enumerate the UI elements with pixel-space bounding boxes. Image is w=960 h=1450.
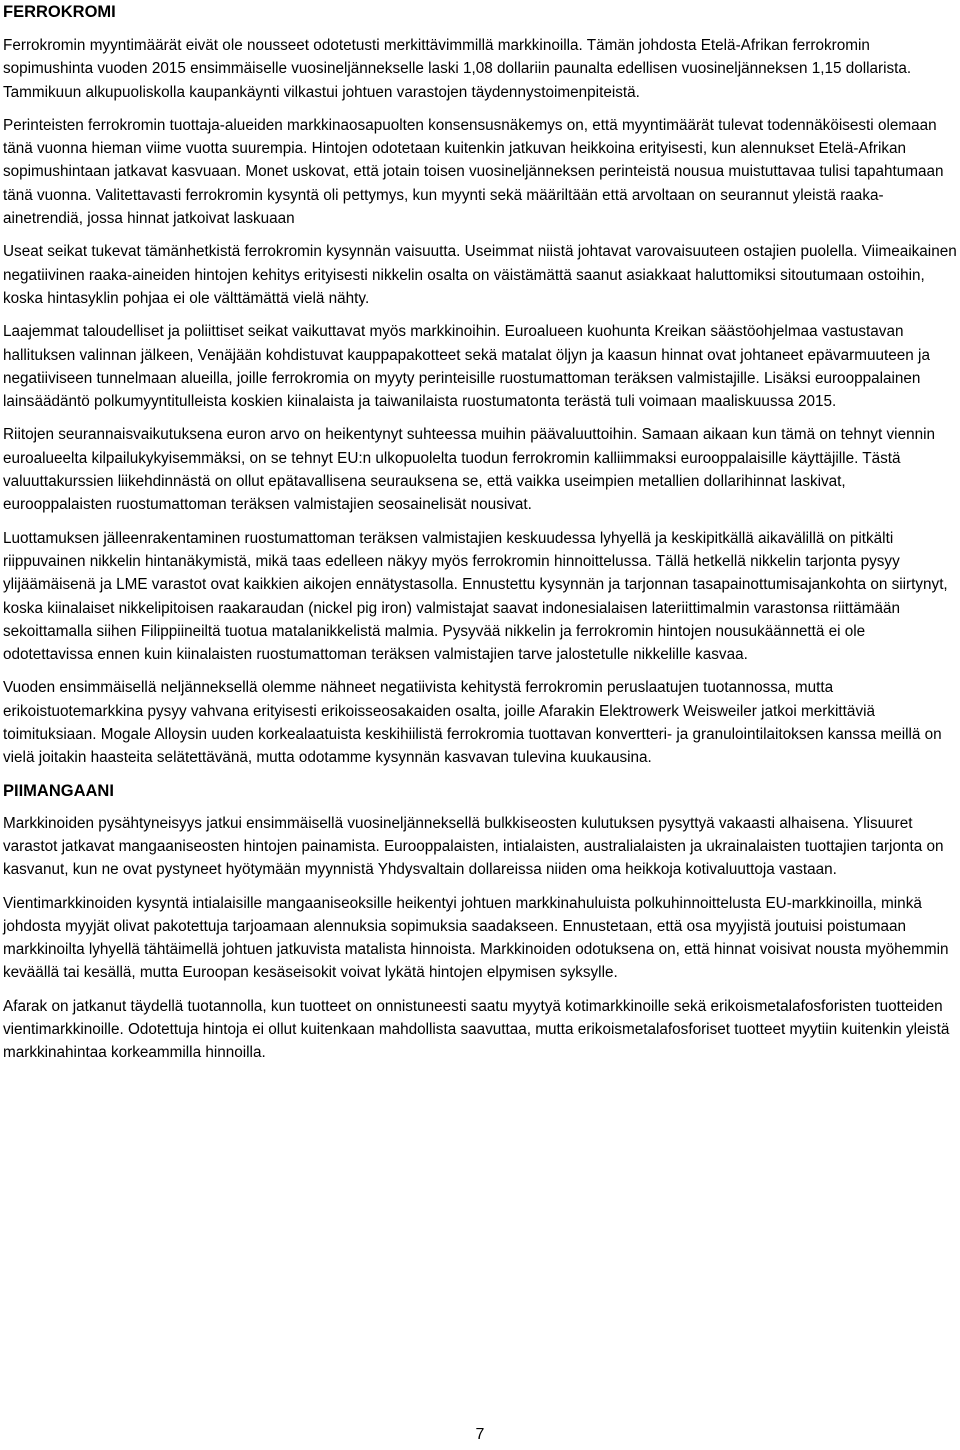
paragraph: Useat seikat tukevat tämänhetkistä ferrokromin kysynnän vaisuutta. Useimmat niistä johtavat varovaisuuteen ostajien puolella. Viimeaikainen negatiivinen raaka-aineiden hintojen kehitys erityisesti nikkelin osalta on väistämättä saanut asiakkaat haluttomiksi sitoutumaan ostoihin, koska hintasyklin pohjaa ei ole välttämättä vielä nähty. bbox=[3, 243, 957, 307]
paragraph: Luottamuksen jälleenrakentaminen ruostumattoman teräksen valmistajien keskuudessa lyhyellä ja keskipitkällä aikavälillä on pitkälti riippuvainen nikkelin hintanäkymistä, mikä taas edelleen näkyy myös ferrokromin hinnoittelussa. Tällä hetkellä nikkelin tarjonta pysyy ylijäämäisenä ja LME varastot ovat kaikkien aikojen ennätystasolla. Ennustettu kysynnän ja tarjonnan tasapainottumisajankohta on siirtynyt, koska kiinalaiset nikkelipitoisen raakaraudan (nickel pig iron) valmistajat saavat indonesialaisen lateriittimalmin varastonsa riittämään sekoittamalla siihen Filippiineiltä tuotua matalanikkelistä malmia. Pysyvää nikkelin ja ferrokromin hintojen nousukäännettä ei ole odotettavissa ennen kuin kiinalaisten ruostumattoman teräksen valmistajien tarve jalostetulle nikkelille kasvaa. bbox=[3, 529, 948, 664]
paragraph: Vuoden ensimmäisellä neljänneksellä olemme nähneet negatiivista kehitystä ferrokromin peruslaatujen tuotannossa, mutta erikoistuotemarkkina pysyy vahvana erityisesti erikoisseosakaiden osalta, joille Afarakin Elektrowerk Weisweiler jatkoi merkittäviä toimituksiaan. Mogale Alloysin uuden korkealaatuista keskihiilistä ferrokromia tuottavan konvertteri- ja granulointilaitoksen kanssa meillä on vielä joitakin haasteita selätettävänä, mutta odotamme kysynnän kasvavan tulevina kuukausina. bbox=[3, 679, 942, 767]
paragraph: Markkinoiden pysähtyneisyys jatkui ensimmäisellä vuosineljänneksellä bulkkiseosten kulutuksen pysyttyä vakaasti alhaisena. Ylisuuret varastot jatkavat mangaaniseosten hintojen painamista. Eurooppalaisten, intialaisten, australialaisten ja ukrainalaisten tuottajien tarjonta on kasvanut, kun ne ovat pystyneet hyötymään myynnistä Yhdysvaltain dollareissa niiden oma heikkoja kotivaluuttoja vastaan. bbox=[3, 814, 944, 879]
paragraph: Perinteisten ferrokromin tuottaja-alueiden markkinaosapuolten konsensusnäkemys on, että myyntimäärät tulevat todennäköisesti olemaan tänä vuonna hieman viime vuotta suurempia. Hintojen odotetaan kuitenkin jatkuvan heikkoina erityisesti, kun alennukset Etelä-Afrikan sopimushintaan jatkavat kasvuaan. Monet uskovat, että jotain toisen vuosineljänneksen perinteistä nousua muistuttavaa tulisi tapahtumaan tänä vuonna. Valitettavasti ferrokromin kysyntä oli pettymys, kun myynti sekä määriltään että arvoltaan on seurannut yleistä raaka-ainetrendiä, jossa hinnat jatkoivat laskuaan bbox=[3, 116, 944, 228]
section-heading-piimangaani: PIIMANGAANI bbox=[3, 781, 114, 800]
paragraph: Riitojen seurannaisvaikutuksena euron arvo on heikentynyt suhteessa muihin päävaluuttoihin. Samaan aikaan kun tämä on tehnyt viennin euroalueelta kilpailukykyisemmäksi, on se tehnyt EU:n ulkopuolelta tuodun ferrokromin kalliimmaksi eurooppalaisille käyttäjille. Tästä valuuttakurssien liikehdinnästä on ollut epätavallisena seurauksena se, että vaikka useimpien metallien dollarihinnat laskivat, eurooppalaisten ruostumattoman teräksen valmistajien seosainelisät nousivat. bbox=[3, 426, 935, 514]
paragraph: Laajemmat taloudelliset ja poliittiset seikat vaikuttavat myös markkinoihin. Euroalueen kuohunta Kreikan säästöohjelmaa vastustavan hallituksen valinnan jälkeen, Venäjään kohdistuvat kauppapakotteet sekä matalat öljyn ja kaasun hinnat ovat johtaneet epävarmuuteen ja negatiiviseen tunnelmaan alueilla, joille ferrokromia on myyty perinteisille ruostumattoman teräksen valmistajille. Lisäksi eurooppalainen lainsäädäntö polkumyyntitulleista koskien kiinalaista ja taiwanilaista ruostumatonta terästä tuli voimaan maaliskuussa 2015. bbox=[3, 323, 930, 411]
section-heading-ferrokromi: FERROKROMI bbox=[3, 3, 116, 21]
paragraph: Vientimarkkinoiden kysyntä intialaisille mangaaniseoksille heikentyi johtuen markkinahuluista polkuhinnoittelusta EU-markkinoilla, minkä johdosta myyjät olivat pakotettuja tarjoamaan alennuksia sopimuksia saadakseen. Ennustetaan, että osa myyjistä joutuisi poistumaan markkinoilta lyhyellä tähtäimellä johtuen jatkuvista matalista hinnoista. Markkinoiden odotuksena on, että hinnat voisivat nousta myöhemmin keväällä tai kesällä, mutta Euroopan kesäseisokit voivat lykätä hintojen elpymisen syksylle. bbox=[3, 894, 949, 982]
paragraph: Ferrokromin myyntimäärät eivät ole nousseet odotetusti merkittävimmillä markkinoilla. Tämän johdosta Etelä-Afrikan ferrokromin sopimushinta vuoden 2015 ensimmäiselle vuosineljännekselle laski 1,08 dollariin paunalta edellisen vuosineljänneksen 1,15 dollarista. Tammikuun alkupuoliskolla kaupankäynti vilkastui johtuen varastojen täydennystoimenpiteistä. bbox=[3, 37, 912, 101]
paragraph: Afarak on jatkanut täydellä tuotannolla, kun tuotteet on onnistuneesti saatu myytyä kotimarkkinoille sekä erikoismetalafosforisten tuotteiden vientimarkkinoille. Odotettuja hintoja ei ollut kuitenkaan mahdollista saavuttaa, mutta erikoismetalafosforiset tuotteet myytiin kuitenkin yleistä markkinahintaa korkeammilla hinnoilla. bbox=[3, 997, 950, 1062]
page-number: 7 bbox=[475, 1426, 485, 1443]
document-page bbox=[3, 0, 957, 1075]
